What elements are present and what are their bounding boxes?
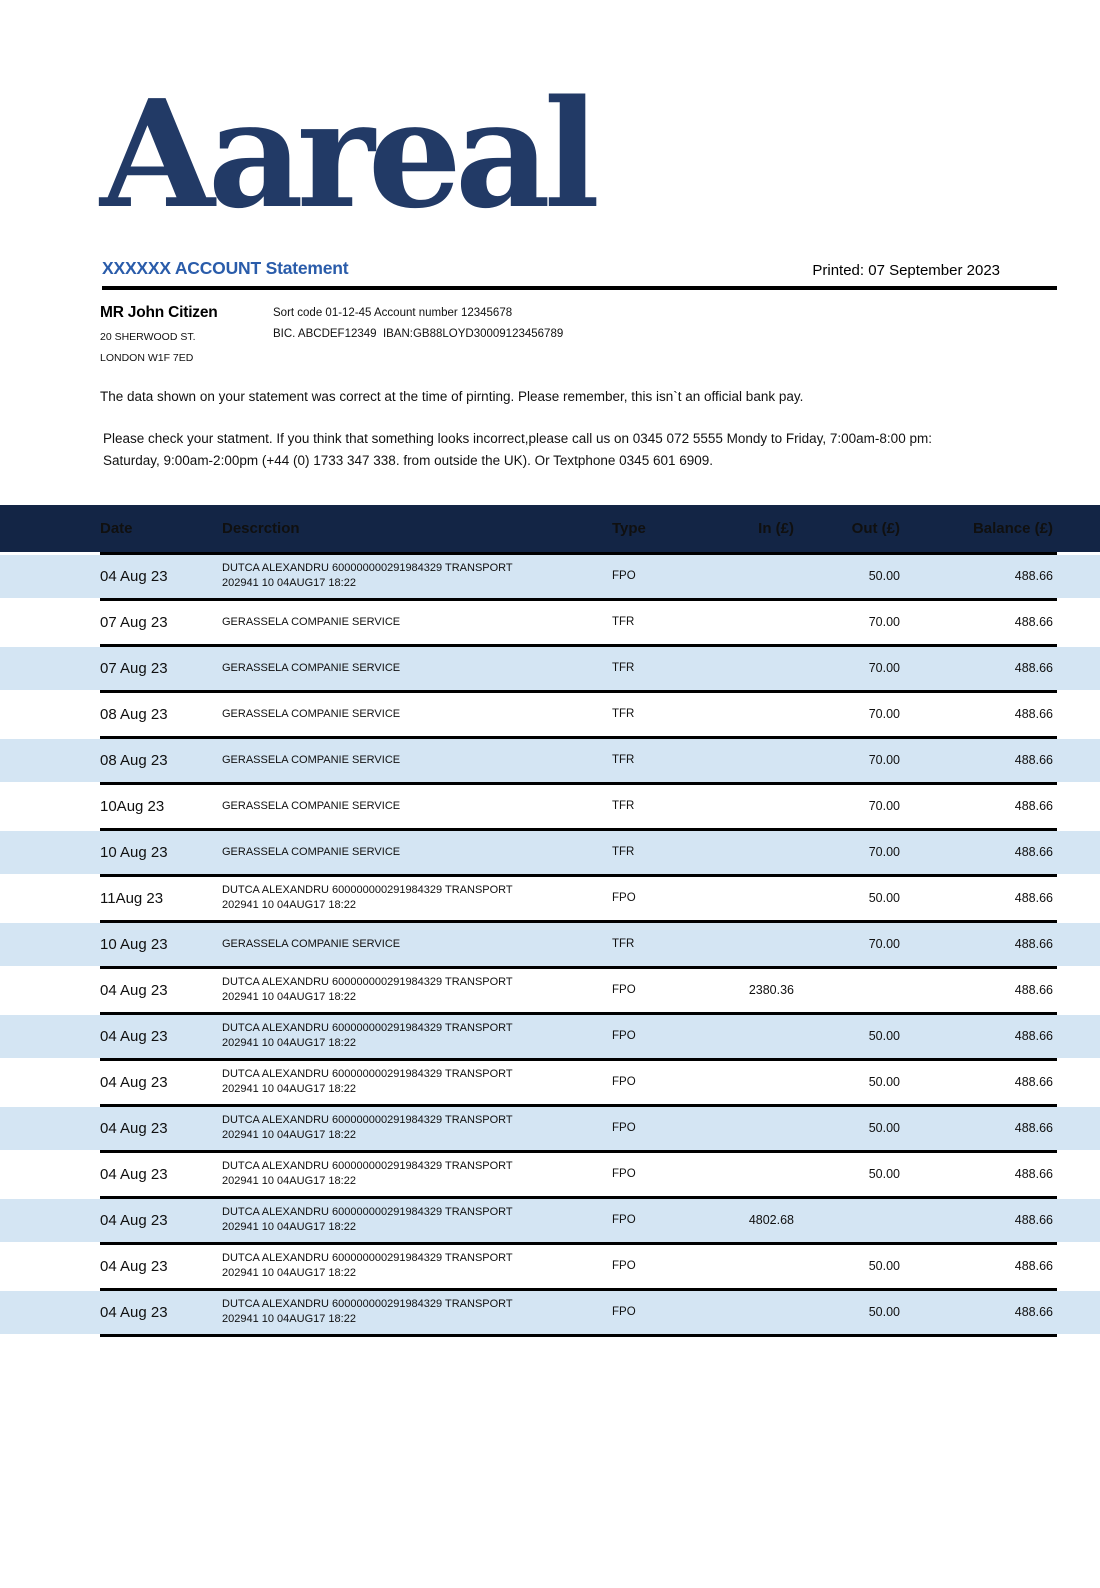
table-row [0, 785, 1100, 828]
table-body [0, 552, 1100, 1337]
cell-date: 04 Aug 23 [100, 1211, 168, 1229]
cell-date: 11Aug 23 [100, 889, 164, 907]
cell-out-amount: 50.00 [868, 1075, 900, 1090]
customer-address [100, 304, 273, 364]
cell-balance: 488.66 [1014, 569, 1053, 584]
column-header-date: Date [100, 519, 133, 537]
cell-type: TFR [612, 800, 635, 813]
cell-date: 04 Aug 23 [100, 1303, 168, 1321]
cell-date: 04 Aug 23 [100, 1257, 168, 1275]
account-numbers [273, 304, 563, 364]
cell-balance: 488.66 [1014, 1075, 1053, 1090]
cell-out-amount: 50.00 [868, 569, 900, 584]
cell-description [222, 615, 612, 630]
table-row [0, 1199, 1100, 1242]
cell-out-amount: 50.00 [868, 1305, 900, 1320]
column-header-out: Out (£) [851, 519, 900, 537]
description-line-2: 202941 10 04AUG17 18:22 [222, 1129, 356, 1142]
cell-type: FPO [612, 892, 636, 905]
cell-balance: 488.66 [1014, 1259, 1053, 1274]
cell-description [222, 753, 612, 768]
cell-date: 04 Aug 23 [100, 567, 168, 585]
cell-date: 04 Aug 23 [100, 1027, 168, 1045]
description-line-1: GERASSELA COMPANIE SERVICE [222, 937, 401, 950]
cell-description [222, 661, 612, 676]
cell-type: TFR [612, 708, 635, 721]
cell-type: FPO [612, 1214, 636, 1227]
cell-out-amount: 70.00 [868, 845, 900, 860]
cell-out-amount: 50.00 [868, 1121, 900, 1136]
table-row [0, 555, 1100, 598]
table-header-row [0, 505, 1100, 552]
cell-description [222, 1297, 612, 1327]
bic-iban: BIC. ABCDEF12349 IBAN:GB88LOYD30009123456789 [273, 328, 564, 340]
statement-page [0, 67, 1100, 1588]
description-line-1: GERASSELA COMPANIE SERVICE [222, 799, 401, 812]
table-row [0, 877, 1100, 920]
description-line-1: GERASSELA COMPANIE SERVICE [222, 615, 401, 628]
cell-type: FPO [612, 984, 636, 997]
address-line-2: LONDON W1F 7ED [100, 352, 194, 364]
cell-date: 10Aug 23 [100, 797, 165, 815]
cell-description [222, 1159, 612, 1189]
cell-balance: 488.66 [1014, 983, 1053, 998]
row-divider [100, 1334, 1057, 1337]
column-header-description: Descrction [222, 519, 300, 537]
table-row [0, 1107, 1100, 1150]
cell-date: 04 Aug 23 [100, 981, 168, 999]
table-row [0, 693, 1100, 736]
cell-balance: 488.66 [1014, 937, 1053, 952]
table-row [0, 647, 1100, 690]
description-line-1: DUTCA ALEXANDRU 600000000291984329 TRANSPORT [222, 1252, 513, 1265]
cell-out-amount: 70.00 [868, 799, 900, 814]
sort-code-account-number: Sort code 01-12-45 Account number 12345678 [273, 307, 513, 319]
cell-out-amount: 70.00 [868, 707, 900, 722]
description-line-2: 202941 10 04AUG17 18:22 [222, 1267, 356, 1280]
table-row [0, 969, 1100, 1012]
description-line-1: GERASSELA COMPANIE SERVICE [222, 707, 401, 720]
cell-type: TFR [612, 662, 635, 675]
cell-balance: 488.66 [1014, 661, 1053, 676]
cell-type: TFR [612, 616, 635, 629]
cell-balance: 488.66 [1014, 707, 1053, 722]
cell-balance: 488.66 [1014, 799, 1053, 814]
cell-out-amount: 70.00 [868, 615, 900, 630]
description-line-1: GERASSELA COMPANIE SERVICE [222, 845, 401, 858]
cell-balance: 488.66 [1014, 1029, 1053, 1044]
description-line-1: DUTCA ALEXANDRU 600000000291984329 TRANSPORT [222, 1160, 513, 1173]
column-header-type: Type [612, 519, 646, 537]
bank-logo: Aareal [100, 67, 593, 241]
cell-description [222, 1113, 612, 1143]
cell-out-amount: 50.00 [868, 1259, 900, 1274]
cell-description [222, 845, 612, 860]
cell-balance: 488.66 [1014, 1305, 1053, 1320]
cell-out-amount: 50.00 [868, 1167, 900, 1182]
description-line-1: DUTCA ALEXANDRU 600000000291984329 TRANSPORT [222, 562, 513, 575]
cell-type: FPO [612, 1306, 636, 1319]
cell-out-amount: 70.00 [868, 753, 900, 768]
cell-description [222, 561, 612, 591]
cell-date: 10 Aug 23 [100, 843, 168, 861]
cell-description [222, 1067, 612, 1097]
cell-type: FPO [612, 1168, 636, 1181]
description-line-1: DUTCA ALEXANDRU 600000000291984329 TRANSPORT [222, 1298, 513, 1311]
table-row [0, 1015, 1100, 1058]
description-line-2: 202941 10 04AUG17 18:22 [222, 1083, 356, 1096]
cell-type: FPO [612, 1076, 636, 1089]
table-row [0, 1153, 1100, 1196]
cell-description [222, 975, 612, 1005]
table-row [0, 923, 1100, 966]
cell-type: FPO [612, 1122, 636, 1135]
description-line-1: DUTCA ALEXANDRU 600000000291984329 TRANSPORT [222, 1068, 513, 1081]
cell-balance: 488.66 [1014, 753, 1053, 768]
statement-title: XXXXXX ACCOUNT Statement [102, 258, 349, 278]
cell-date: 04 Aug 23 [100, 1165, 168, 1183]
cell-description [222, 799, 612, 814]
account-details [100, 304, 1100, 364]
cell-out-amount: 70.00 [868, 661, 900, 676]
cell-type: FPO [612, 1030, 636, 1043]
cell-balance: 488.66 [1014, 1121, 1053, 1136]
cell-out-amount: 50.00 [868, 1029, 900, 1044]
description-line-2: 202941 10 04AUG17 18:22 [222, 577, 356, 590]
table-row [0, 1245, 1100, 1288]
cell-type: TFR [612, 846, 635, 859]
column-header-in: In (£) [758, 519, 794, 537]
description-line-2: 202941 10 04AUG17 18:22 [222, 991, 356, 1004]
description-line-1: DUTCA ALEXANDRU 600000000291984329 TRANSPORT [222, 1022, 513, 1035]
table-row [0, 831, 1100, 874]
statement-notice-1: The data shown on your statement was correct at the time of pirnting. Please remember, this isn`t an official bank pay. [100, 389, 804, 404]
cell-date: 08 Aug 23 [100, 751, 168, 769]
cell-out-amount: 50.00 [868, 891, 900, 906]
cell-description [222, 707, 612, 722]
cell-description [222, 1205, 612, 1235]
cell-balance: 488.66 [1014, 615, 1053, 630]
cell-balance: 488.66 [1014, 891, 1053, 906]
cell-description [222, 883, 612, 913]
cell-description [222, 1251, 612, 1281]
cell-description [222, 1021, 612, 1051]
cell-date: 04 Aug 23 [100, 1073, 168, 1091]
cell-type: TFR [612, 938, 635, 951]
cell-date: 07 Aug 23 [100, 613, 168, 631]
cell-type: FPO [612, 1260, 636, 1273]
description-line-1: DUTCA ALEXANDRU 600000000291984329 TRANSPORT [222, 884, 513, 897]
cell-date: 10 Aug 23 [100, 935, 168, 953]
description-line-1: DUTCA ALEXANDRU 600000000291984329 TRANSPORT [222, 1114, 513, 1127]
cell-type: TFR [612, 754, 635, 767]
cell-balance: 488.66 [1014, 1213, 1053, 1228]
description-line-1: DUTCA ALEXANDRU 600000000291984329 TRANSPORT [222, 976, 513, 989]
cell-balance: 488.66 [1014, 1167, 1053, 1182]
table-row [0, 601, 1100, 644]
cell-date: 04 Aug 23 [100, 1119, 168, 1137]
description-line-2: 202941 10 04AUG17 18:22 [222, 1037, 356, 1050]
description-line-1: DUTCA ALEXANDRU 600000000291984329 TRANSPORT [222, 1206, 513, 1219]
description-line-1: GERASSELA COMPANIE SERVICE [222, 661, 401, 674]
description-line-2: 202941 10 04AUG17 18:22 [222, 1221, 356, 1234]
description-line-2: 202941 10 04AUG17 18:22 [222, 899, 356, 912]
description-line-2: 202941 10 04AUG17 18:22 [222, 1313, 356, 1326]
cell-out-amount: 70.00 [868, 937, 900, 952]
address-line-1: 20 SHERWOOD ST. [100, 331, 196, 343]
cell-date: 07 Aug 23 [100, 659, 168, 677]
cell-in-amount: 2380.36 [748, 983, 794, 998]
cell-description [222, 937, 612, 952]
statement-title-bar [102, 258, 1000, 279]
description-line-1: GERASSELA COMPANIE SERVICE [222, 753, 401, 766]
table-row [0, 739, 1100, 782]
cell-type: FPO [612, 570, 636, 583]
customer-name: MR John Citizen [100, 304, 218, 321]
table-row [0, 1061, 1100, 1104]
description-line-2: 202941 10 04AUG17 18:22 [222, 1175, 356, 1188]
table-row [0, 1291, 1100, 1334]
title-divider [102, 286, 1057, 290]
cell-in-amount: 4802.68 [748, 1213, 794, 1228]
printed-date: Printed: 07 September 2023 [812, 262, 1000, 279]
cell-date: 08 Aug 23 [100, 705, 168, 723]
column-header-balance: Balance (£) [972, 519, 1053, 537]
cell-balance: 488.66 [1014, 845, 1053, 860]
statement-notice-2: Please check your statment. If you think that something looks incorrect,please call us on 0345 072 5555 Mondy to Friday, 7:00am-8:00 pm: Saturday, 9:00am-2:00pm (+44 (0) 1733 347 338. from outside the UK). Or Textphone 0345 601 6909. [103, 431, 932, 469]
transactions-table [0, 505, 1100, 1337]
